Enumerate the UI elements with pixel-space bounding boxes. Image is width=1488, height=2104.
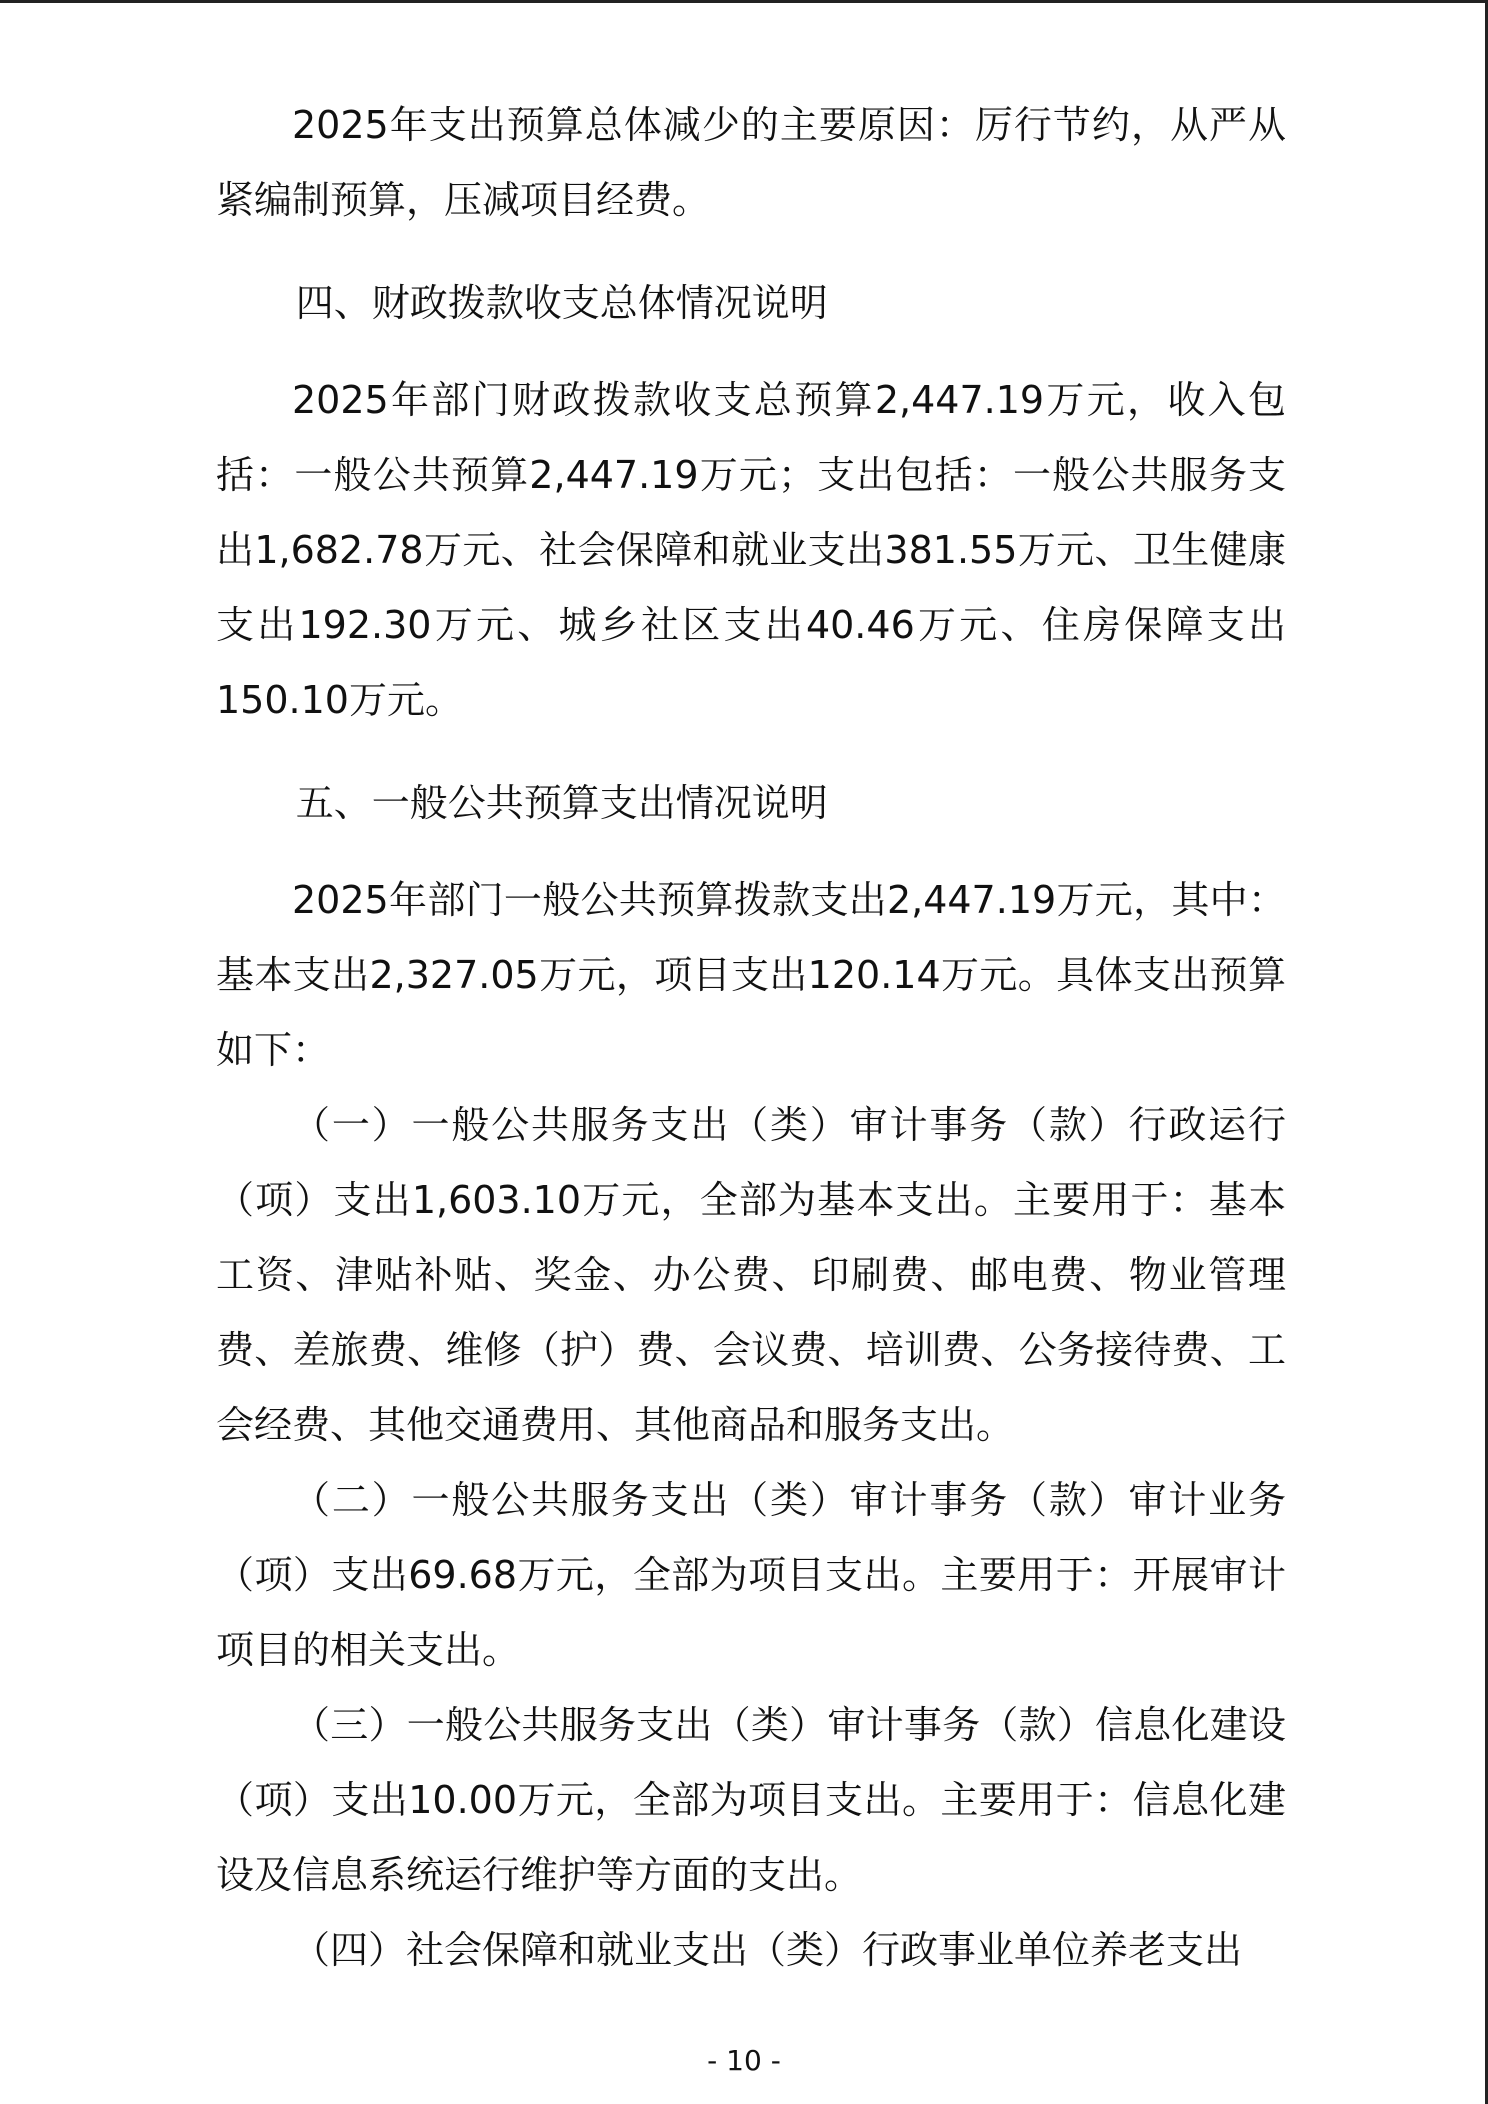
- list-item-3: （三）一般公共服务支出（类）审计事务（款）信息化建设（项）支出10.00万元，全部为项目支出。主要用于：信息化建设及信息系统运行维护等方面的支出。: [216, 1703, 1286, 1897]
- paragraph-general-budget: 2025年部门一般公共预算拨款支出2,447.19万元，其中：基本支出2,327.05万元，项目支出120.14万元。具体支出预算如下：: [216, 878, 1286, 1072]
- paragraph-fiscal-overview: 2025年部门财政拨款收支总预算2,447.19万元，收入包括：一般公共预算2,447.19万元；支出包括：一般公共服务支出1,682.78万元、社会保障和就业支出381.55万元、卫生健康支出192.30万元、城乡社区支出40.46万元、住房保障支出150.10万元。: [216, 378, 1286, 722]
- page-number: - 10 -: [707, 2044, 781, 2077]
- list-item-1: （一）一般公共服务支出（类）审计事务（款）行政运行（项）支出1,603.10万元，全部为基本支出。主要用于：基本工资、津贴补贴、奖金、办公费、印刷费、邮电费、物业管理费、差旅费、维修（护）费、会议费、培训费、公务接待费、工会经费、其他交通费用、其他商品和服务支出。: [216, 1103, 1286, 1447]
- section-heading-4: 四、财政拨款收支总体情况说明: [295, 281, 828, 325]
- list-item-2: （二）一般公共服务支出（类）审计事务（款）审计业务（项）支出69.68万元，全部为项目支出。主要用于：开展审计项目的相关支出。: [216, 1478, 1286, 1672]
- section-heading-5: 五、一般公共预算支出情况说明: [295, 781, 828, 825]
- paragraph-budget-decrease-reason: 2025年支出预算总体减少的主要原因：厉行节约，从严从紧编制预算，压减项目经费。: [216, 103, 1286, 222]
- top-border-line: [0, 0, 1488, 3]
- document-body: [216, 88, 1286, 1988]
- list-item-4: （四）社会保障和就业支出（类）行政事业单位养老支出: [292, 1928, 1243, 1972]
